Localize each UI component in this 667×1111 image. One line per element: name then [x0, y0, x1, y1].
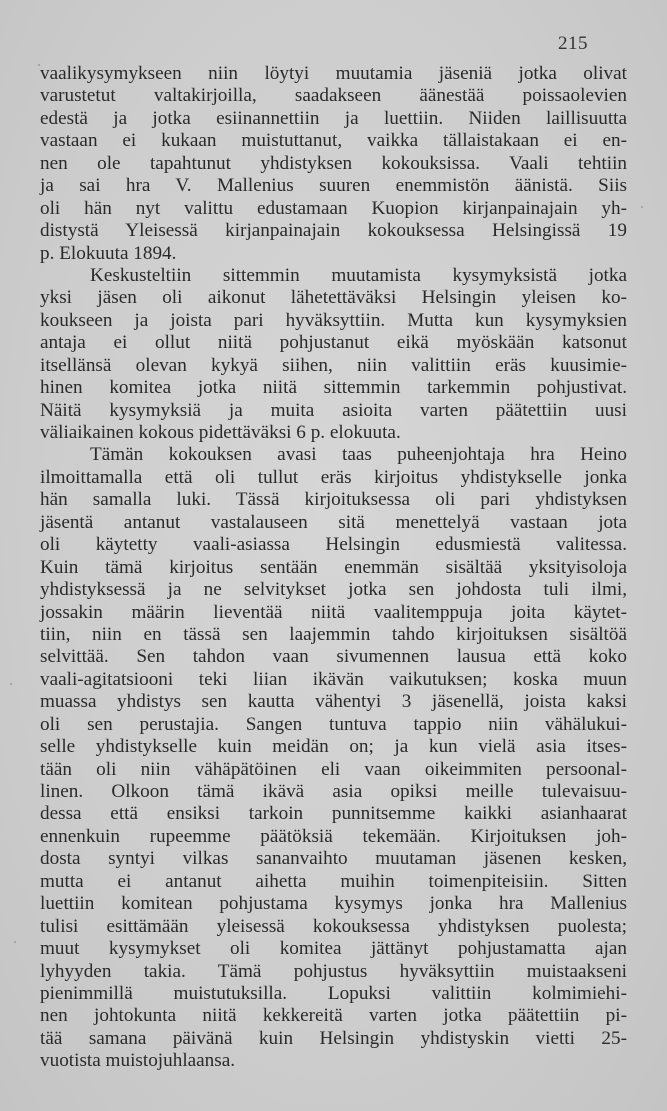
text-line: itsellänsä olevan kykyä siihen, niin valittiin eräs kuusimie- [40, 354, 627, 376]
text-line: ennenkuin rupeemme päätöksiä tekemään. Kirjoituksen joh- [40, 825, 627, 847]
text-line: oli sen perustajia. Sangen tuntuva tappio niin vähälukui- [40, 713, 627, 735]
text-line: selle yhdistykselle kuin meidän on; ja kun vielä asia itses- [40, 736, 627, 758]
page-number: 215 [558, 33, 588, 54]
body-text [40, 63, 627, 1073]
text-line: luettiin komitean pohjustama kysymys jonka hra Mallenius [40, 893, 627, 915]
scan-speck [38, 64, 40, 66]
text-line: distystä Yleisessä kirjanpainajain kokouksessa Helsingissä 19 [40, 220, 627, 242]
text-line: edestä ja jotka esiinannettiin ja luettiin. Niiden laillisuutta [40, 107, 627, 129]
text-line: muut kysymykset oli komitea jättänyt pohjustamatta ajan [40, 938, 627, 960]
text-line: tään oli niin vähäpätöinen eli vaan oikeimmiten persoonal- [40, 758, 627, 780]
text-line: vaalikysymykseen niin löytyi muutamia jäseniä jotka olivat [40, 63, 627, 84]
text-line: yksi jäsen oli aikonut lähetettäväksi Helsingin yleisen ko- [40, 287, 627, 309]
text-line: yhdistyksessä ja ne selvitykset jotka sen johdosta tuli ilmi, [40, 579, 627, 601]
text-line: selvittää. Sen tahdon vaan sivumennen lausua että koko [40, 646, 627, 668]
text-line: oli hän nyt valittu edustamaan Kuopion kirjanpainajain yh- [40, 197, 627, 219]
text-line: Kuin tämä kirjoitus sentään enemmän sisältää yksityisoloja [40, 556, 627, 578]
text-line: p. Elokuuta 1894. [40, 242, 177, 264]
text-line: vastaan ei kukaan muistuttanut, vaikka tällaistakaan ei en- [40, 130, 627, 152]
scan-speck [10, 683, 12, 685]
text-line: tulisi esittämään yleisessä kokouksessa yhdistyksen puolesta; [40, 915, 627, 937]
text-line: jossakin määrin lieventää niitä vaalitemppuja joita käytet- [40, 601, 627, 623]
text-line: koukseen ja joista pari hyväksyttiin. Mutta kun kysymyksien [40, 309, 627, 331]
text-line: hinen komitea jotka niitä sittemmin tarkemmin pohjustivat. [40, 377, 627, 399]
text-line: vaali-agitatsiooni teki liian ikävän vaikutuksen; koska muun [40, 668, 627, 690]
paragraph-first-line: Keskusteltiin sittemmin muutamista kysymyksistä jotka [90, 264, 627, 286]
text-line: ilmoittamalla että oli tullut eräs kirjoitus yhdistykselle jonka [40, 466, 627, 488]
text-line: nen johtokunta niitä kekkereitä varten jotka päätettiin pi- [40, 1005, 627, 1027]
paragraph-first-line: Tämän kokouksen avasi taas puheenjohtaja hra Heino [90, 444, 627, 466]
scan-speck [641, 206, 643, 208]
text-line: oli käytetty vaali-asiassa Helsingin edusmiestä valitessa. [40, 534, 627, 556]
text-line: dessa että ensiksi tarkoin punnitsemme kaikki asianhaarat [40, 803, 627, 825]
text-line: vuotista muistojuhlaansa. [40, 1050, 236, 1072]
text-line: Näitä kysymyksiä ja muita asioita varten päätettiin uusi [40, 399, 627, 421]
text-line: antaja ei ollut niitä pohjustanut eikä myöskään katsonut [40, 332, 627, 354]
text-line: muassa yhdistys sen kautta vähentyi 3 jäsenellä, joista kaksi [40, 691, 627, 713]
text-line: väliaikainen kokous pidettäväksi 6 p. elokuuta. [40, 422, 401, 443]
scan-speck [14, 941, 16, 943]
text-line: hän samalla luki. Tässä kirjoituksessa oli pari yhdistyksen [40, 489, 627, 511]
text-line: tää samana päivänä kuin Helsingin yhdistyskin vietti 25- [40, 1027, 627, 1049]
text-line: linen. Olkoon tämä ikävä asia opiksi meille tulevaisuu- [40, 781, 627, 802]
text-line: varustetut valtakirjoilla, saadakseen äänestää poissaolevien [40, 85, 627, 107]
text-line: tiin, niin en tässä sen laajemmin tahdo kirjoituksen sisältöä [40, 623, 627, 645]
text-line: pienimmillä muistutuksilla. Lopuksi valittiin kolmimiehi- [40, 982, 627, 1004]
text-line: dosta syntyi vilkas sananvaihto muutaman jäsenen kesken, [40, 848, 627, 870]
text-line: ja sai hra V. Mallenius suuren enemmistön äänistä. Siis [40, 175, 627, 197]
text-line: jäsentä antanut vastalauseen sitä menettelyä vastaan jota [40, 511, 627, 533]
text-line: lyhyyden takia. Tämä pohjustus hyväksyttiin muistaakseni [40, 960, 627, 982]
text-line: nen ole tapahtunut yhdistyksen kokouksissa. Vaali tehtiin [40, 152, 627, 174]
text-line: mutta ei antanut aihetta muihin toimenpiteisiin. Sitten [40, 870, 627, 892]
